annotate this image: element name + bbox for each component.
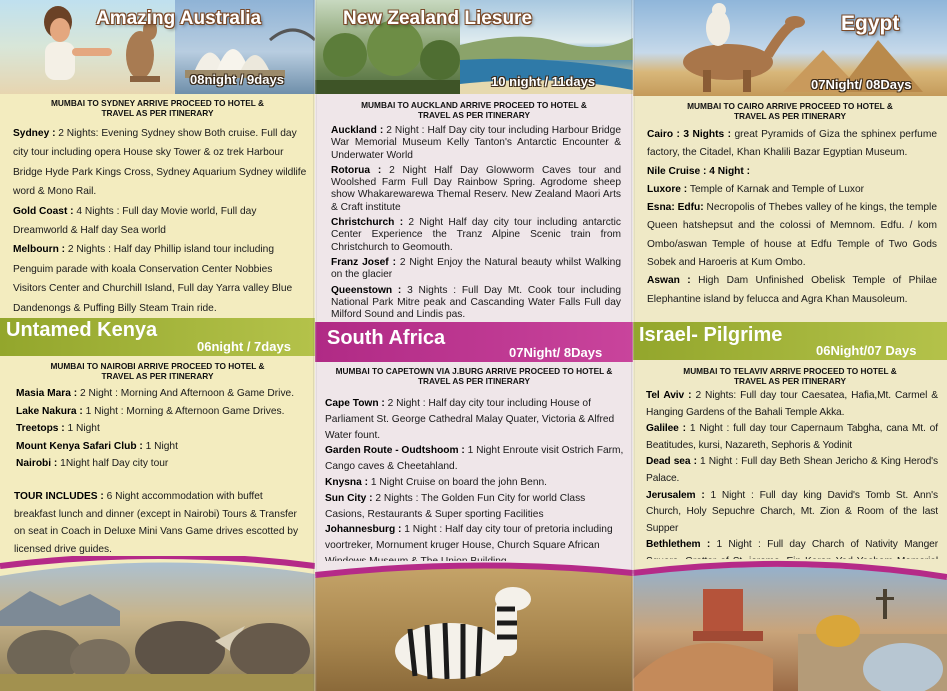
itinerary-item: Auckland : 2 Night : Half Day city tour including Harbour Bridge War Memorial Museum Kelly Tanton's Antarctic Encounter & Underwater World	[331, 125, 622, 161]
elephants-and-rhinos-illustration	[0, 556, 315, 691]
itinerary-item: Masia Mara : 2 Night : Morning And Afternoon & Game Drive.	[16, 388, 295, 399]
itinerary-item: Aswan : High Dam Unfinished Obelisk Temple of Philae Elephantine island by felucca and Agra Khan Mausoleum.	[647, 275, 937, 305]
itinerary-item: Nile Cruise : 4 Night :	[647, 165, 751, 177]
fold-crease	[313, 0, 317, 691]
itinerary-item: Lake Nakura : 1 Night : Morning & Afternoon Game Drives.	[16, 405, 285, 417]
holy-land-photo	[633, 559, 947, 691]
itinerary-item: Sydney : 2 Nights: Evening Sydney show Both cruise. Full day city tour including opera House sky Tower & oz trek Harbour Bridge Hyde Park Kings Cross, Sydney Aquarium Sydney wildlife word & Mono Rail.	[13, 128, 307, 198]
kenya-title-bar	[0, 318, 315, 356]
itinerary-item: Dead sea : 1 Night : Full day Beth Shean Jericho & King Herod's Palace.	[646, 456, 939, 484]
route-line: MUMBAI TO TELAVIV ARRIVE PROCEED TO HOTEL & TRAVEL AS PER ITINERARY	[683, 366, 897, 386]
itinerary-item: Cape Town : 2 Night : Half day city tour including House of Parliament St. George Cathedral Malay Quater, Victoria & Alfred Water fount.	[325, 398, 615, 441]
panel-duration: 10 night / 11days	[491, 74, 596, 89]
itinerary-item: Luxore : Temple of Karnak and Temple of Luxor	[647, 183, 865, 195]
itinerary-australia	[13, 124, 308, 318]
itinerary-egypt	[647, 126, 937, 309]
panel-title: South Africa	[327, 327, 446, 349]
column-left	[0, 0, 315, 691]
panel-duration: 06Night/07 Days	[816, 343, 917, 358]
panel-duration: 08night / 9days	[190, 72, 284, 87]
tour-includes-text: 6 Night accommodation with buffet breakfast lunch and dinner (except in Nairobi) Tours & Transfer on seat in Coach in Deluxe Mini Vans Game drives escotted by licensed drive guides.	[14, 491, 299, 555]
itinerary-item: Queenstown : 3 Nights : Full Day Mt. Cook tour including National Park Mitre peak and Cascanding Water Falls Full day Milford Sound and Lindis pas.	[331, 284, 621, 321]
panel-title: Egypt	[841, 12, 900, 35]
column-middle	[315, 0, 633, 691]
itinerary-kenya	[16, 385, 306, 473]
itinerary-item: Sun City : 2 Nights : The Golden Fun City for world Class Casions, Restaurants & Super sporting Facilities	[325, 492, 586, 520]
panel-title: Israel- Pilgrime	[639, 324, 783, 346]
itinerary-item: Bethlethem : 1 Night : Full day Charch of Nativity Manger	[646, 539, 939, 551]
kenya-wildlife-photo	[0, 556, 315, 691]
new-zealand-banner	[315, 0, 633, 94]
route-line: MUMBAI TO SYDNEY ARRIVE PROCEED TO HOTEL & TRAVEL AS PER ITINERARY	[51, 98, 264, 118]
itinerary-item: Nairobi : 1Night half Day city tour	[16, 458, 169, 469]
australia-banner	[0, 0, 315, 94]
route-line: MUMBAI TO CAPETOWN VIA J.BURG ARRIVE PROCEED TO HOTEL & TRAVEL AS PER ITINERARY	[335, 366, 613, 386]
panel-title: New Zealand Liesure	[343, 8, 533, 29]
south-africa-title-bar	[315, 322, 633, 362]
itinerary-item: Melbourn : 2 Nights : Half day Phillip island tour including Penguim parade with koala Conservation Center Nobbies Visitors Center and Churchill Island, Full day Yarra valley Blue Dandenongs & Puffing Billy Steam Train ride.	[13, 244, 293, 314]
panel-duration: 07Night/ 8Days	[509, 345, 603, 360]
zebra-photo	[315, 561, 633, 691]
rock-and-dome-illustration	[633, 559, 947, 691]
itinerary-item: Tel Aviv : 2 Nights: Full day tour Caesatea, Hafia,Mt. Carmel & Hanging Gardens of the Bahali Temple Akka.	[646, 390, 938, 418]
itinerary-item: Gold Coast : 4 Nights : Full day Movie world, Full day Dreamworld & Half day Sea world	[13, 205, 257, 237]
itinerary-item: Johannesburg : 1 Night : Half day city tour of pretoria including voortreker, Mornument kruger House, Church Square African	[325, 524, 613, 552]
column-right	[633, 0, 947, 691]
panel-duration: 06night / 7days	[197, 339, 291, 354]
egypt-banner	[633, 0, 947, 96]
israel-title-bar	[633, 322, 947, 360]
panel-title: Amazing Australia	[96, 8, 262, 29]
itinerary-item: Galilee : 1 Night : full day tour Capernaum Tabgha, cana Mt. of Beatitudes, kursi, Nazareth, Sephoris & Yodinit	[646, 423, 938, 451]
panel-title: Untamed Kenya	[6, 319, 158, 341]
itinerary-item: Christchurch : 2 Night Half day city tour including antarctic Center Experience the Tranz Alpine Scenic train from Christchurch to Geomouth.	[331, 217, 621, 253]
tour-includes-label: TOUR INCLUDES :	[14, 491, 104, 502]
zebra-illustration	[315, 561, 633, 691]
itinerary-item: Rotorua : 2 Night Half Day Glowworm Caves tour and Woolshed Farm Full Day Rainbow Spring. Agrodome sheep show Whakarewarewa Themal Reserv. New Zealand Maori Arts & Craft institute	[331, 164, 621, 213]
tour-includes	[14, 488, 306, 558]
itinerary-item: Mount Kenya Safari Club : 1 Night	[16, 440, 178, 452]
route-line: MUMBAI TO AUCKLAND ARRIVE PROCEED TO HOTEL & TRAVEL AS PER ITINERARY	[361, 100, 587, 120]
route-line: MUMBAI TO CAIRO ARRIVE PROCEED TO HOTEL & TRAVEL AS PER ITINERARY	[687, 101, 893, 121]
itinerary-item: Knysna : 1 Night Cruise on board the john Benn.	[325, 476, 547, 488]
itinerary-item: Jerusalem : 1 Night : Full day king David's Tomb St. Ann's Church, Holy Sepuchre Charch, Mt. Zion & Room of the last Supper	[646, 489, 938, 534]
itinerary-new-zealand	[331, 125, 621, 321]
route-line: MUMBAI TO NAIROBI ARRIVE PROCEED TO HOTEL & TRAVEL AS PER ITINERARY	[50, 361, 265, 381]
itinerary-south-africa	[325, 396, 625, 570]
panel-duration: 07Night/ 08Days	[811, 77, 912, 92]
itinerary-item: Treetops : 1 Night	[16, 423, 100, 434]
itinerary-item: Esna: Edfu: Necropolis of Thebes valley of he kings, the temple Queen hatshepsut and the colossi of Memnom. Edfu. / kom Ombo/aswan Temple of house at Edfu Temple of Two Gods Sobek and Haroeris at Kum Ombo.	[647, 202, 937, 269]
itinerary-item: Garden Route - Oudtshoom : 1 Night Enroute visit Ostrich Farm, Cango caves & Cheetahland.	[325, 445, 624, 473]
itinerary-israel	[646, 388, 938, 587]
itinerary-item: Cairo : 3 Nights : great Pyramids of Giza the sphinex perfume factory, the Citadel, Khan Khalili Bazar Egyptian Museum.	[647, 129, 937, 159]
itinerary-item: Franz Josef : 2 Night Enjoy the Natural beauty whilst Walking on the glacier	[331, 256, 621, 281]
fold-crease	[631, 0, 635, 691]
